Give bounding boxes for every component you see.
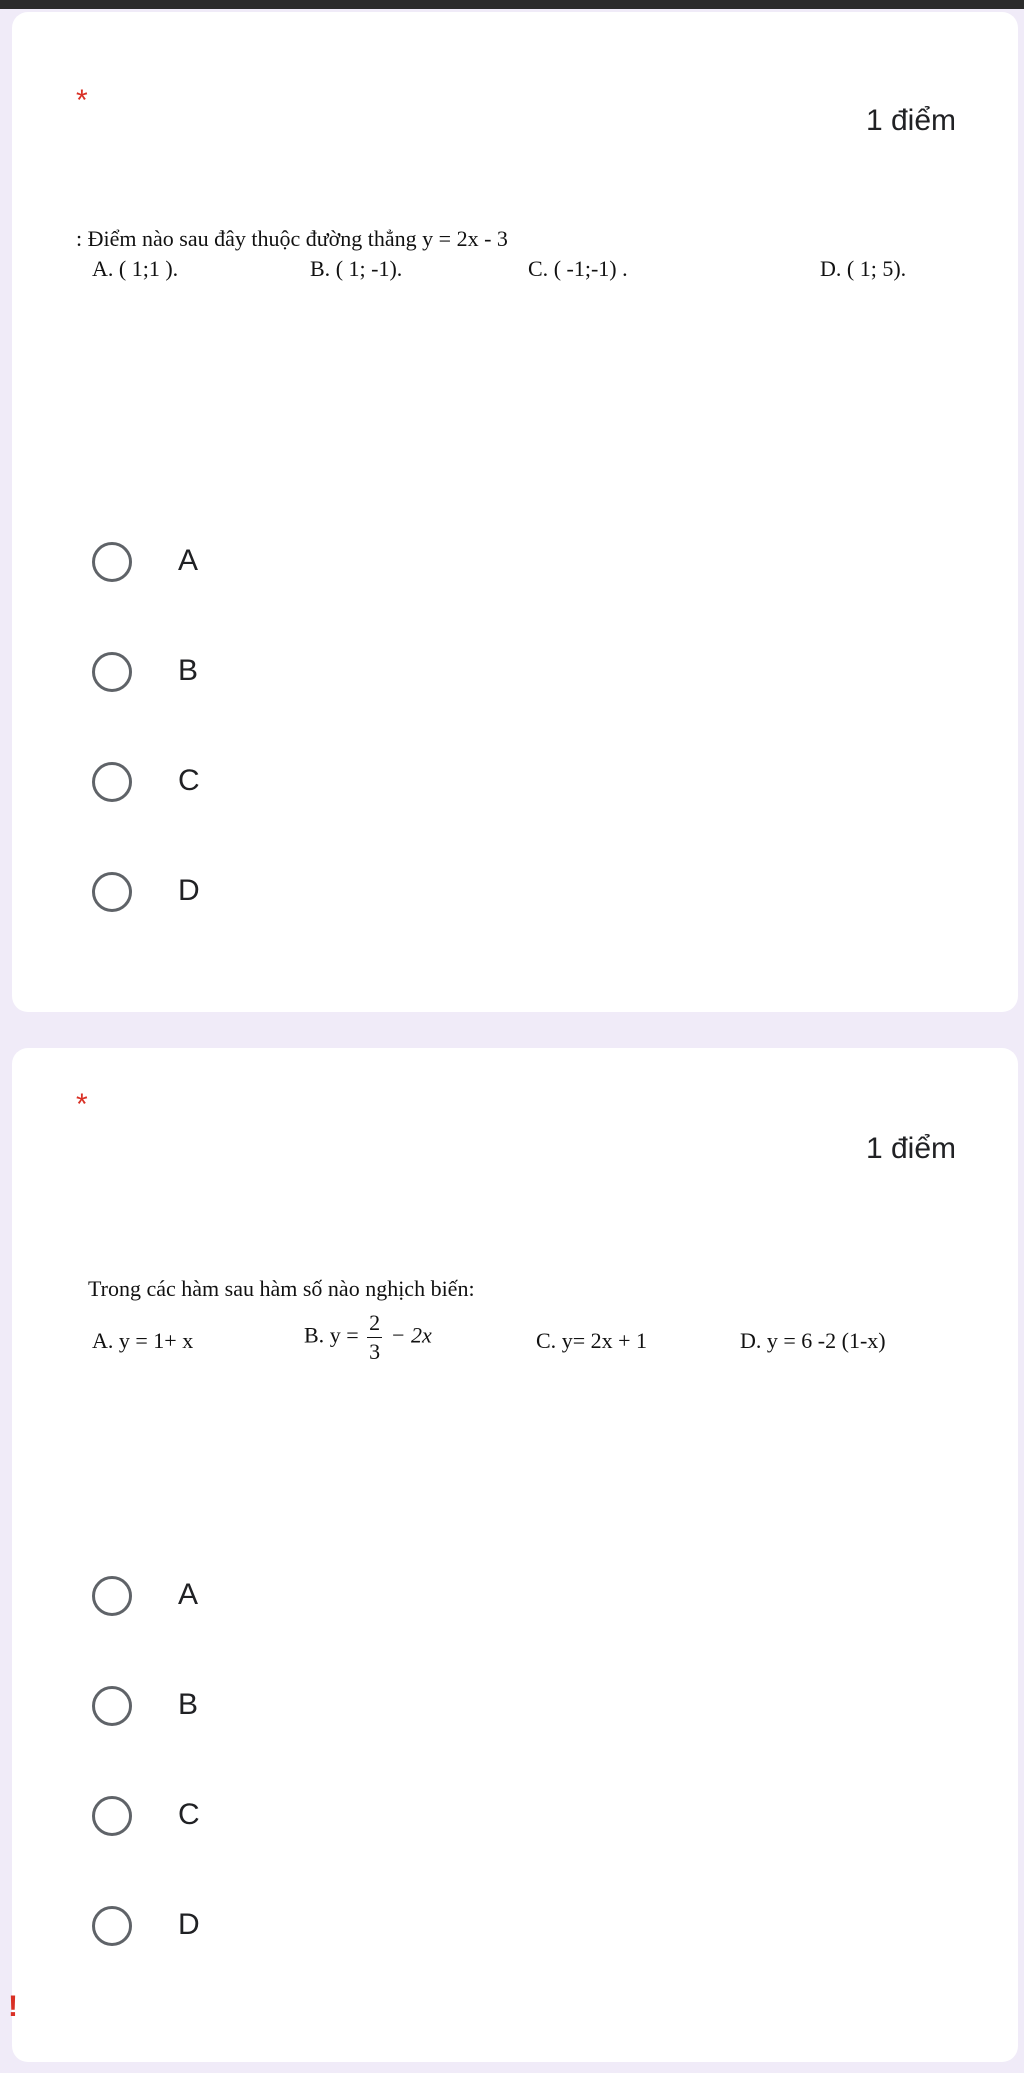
radio-circle[interactable] (92, 1796, 132, 1836)
question-text: : Điểm nào sau đây thuộc đường thẳng y = 2x - 3 (76, 226, 508, 251)
points-label: 1 điểm (865, 1132, 956, 1165)
radio-option-b[interactable] (80, 1680, 580, 1740)
radio-option-c[interactable] (80, 756, 580, 816)
points-label: 1 điểm (865, 104, 956, 137)
option-label: A (178, 544, 199, 577)
fraction: $\frac{2}{3}$ (369, 1310, 381, 1364)
option-label: C (178, 1798, 200, 1831)
choice-b: B. y = $\frac{2}{3}$ − 2x (304, 1310, 432, 1364)
choice-b: B. ( 1; -1). (310, 256, 403, 281)
radio-option-c[interactable] (80, 1790, 580, 1850)
radio-circle[interactable] (92, 1686, 132, 1726)
required-asterisk: * (76, 84, 88, 117)
radio-option-d[interactable] (80, 866, 580, 926)
radio-circle[interactable] (92, 1576, 132, 1616)
choice-c: C. ( -1;-1) . (528, 256, 628, 281)
option-label: C (178, 764, 200, 797)
equation: y = 2x - 3 (422, 226, 508, 251)
choice-d: D. y = 6 -2 (1-x) (740, 1328, 886, 1353)
option-label: B (178, 1688, 199, 1721)
radio-circle[interactable] (92, 872, 132, 912)
question-card-1 (12, 12, 1018, 1012)
option-label: B (178, 654, 199, 687)
radio-option-a[interactable] (80, 1570, 580, 1630)
choice-d: D. ( 1; 5). (820, 256, 907, 281)
radio-circle[interactable] (92, 652, 132, 692)
option-label: A (178, 1578, 199, 1611)
choice-c: C. y= 2x + 1 (536, 1328, 648, 1353)
error-exclamation-icon: ! (8, 1990, 18, 2023)
choice-a: A. y = 1+ x (92, 1328, 194, 1353)
question-card-2 (12, 1048, 1018, 2062)
choice-a: A. ( 1;1 ). (92, 256, 179, 281)
radio-option-d[interactable] (80, 1900, 580, 1960)
radio-circle[interactable] (92, 542, 132, 582)
option-label: D (178, 1908, 200, 1941)
option-label: D (178, 874, 200, 907)
question-text: Trong các hàm sau hàm số nào nghịch biến: (88, 1276, 475, 1301)
radio-circle[interactable] (92, 762, 132, 802)
radio-option-b[interactable] (80, 646, 580, 706)
question-image (76, 1276, 976, 1386)
radio-circle[interactable] (92, 1906, 132, 1946)
question-image (76, 226, 976, 296)
required-asterisk: * (76, 1088, 88, 1121)
radio-option-a[interactable] (80, 536, 580, 596)
top-status-bar (0, 0, 1024, 9)
